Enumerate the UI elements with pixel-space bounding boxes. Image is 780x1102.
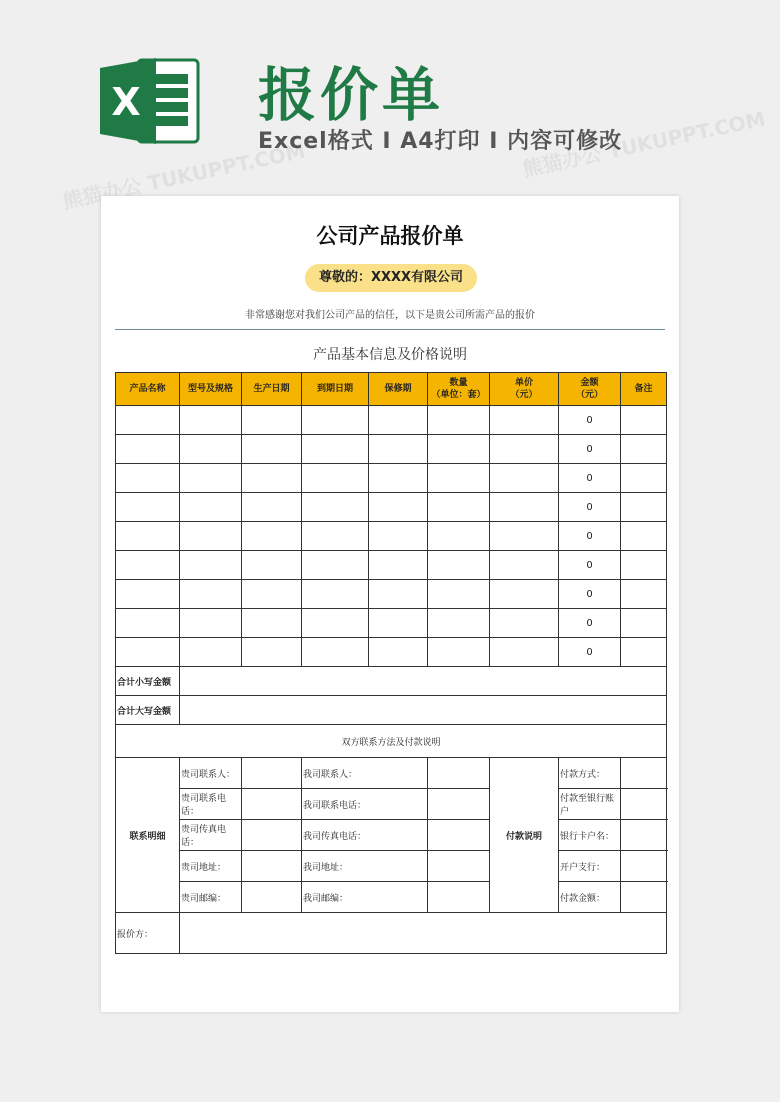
table-cell[interactable] xyxy=(369,638,428,667)
table-cell[interactable] xyxy=(428,464,490,493)
amount-cell[interactable]: 0 xyxy=(559,464,621,493)
payment-field-label: 付款金额： xyxy=(559,882,621,913)
payment-field-label: 付款至银行账户 xyxy=(559,789,621,820)
banner-subtitle: Excel格式 I A4打印 I 内容可修改 xyxy=(258,129,623,154)
table-cell[interactable] xyxy=(242,522,302,551)
table-cell[interactable] xyxy=(621,464,667,493)
our-field-label: 我司联系人： xyxy=(302,758,428,789)
table-cell[interactable] xyxy=(621,406,667,435)
table-cell[interactable] xyxy=(490,522,559,551)
our-field-value[interactable] xyxy=(428,851,490,882)
table-cell[interactable] xyxy=(116,522,180,551)
document-page xyxy=(101,196,679,1012)
column-header-label: 生产日期 xyxy=(253,384,290,394)
client-field-label: 贵司地址： xyxy=(180,851,242,882)
column-header-label: 备注 xyxy=(634,384,653,394)
column-header xyxy=(559,373,621,406)
table-cell[interactable] xyxy=(180,493,242,522)
table-cell[interactable] xyxy=(180,522,242,551)
table-cell[interactable] xyxy=(428,522,490,551)
table-cell[interactable] xyxy=(302,464,369,493)
table-cell[interactable] xyxy=(116,435,180,464)
column-header-label: 金额 xyxy=(580,378,599,388)
client-field-value[interactable] xyxy=(242,758,302,789)
column-header-unit: （元） xyxy=(510,390,538,400)
subtotal-lower-row xyxy=(116,667,667,696)
intro-text: 非常感谢您对我们公司产品的信任，以下是贵公司所需产品的报价 xyxy=(245,310,535,321)
column-header-label: 到期日期 xyxy=(316,384,353,394)
table-cell[interactable] xyxy=(242,609,302,638)
table-cell[interactable] xyxy=(180,435,242,464)
table-cell[interactable] xyxy=(428,406,490,435)
contact-group-label: 联系明细 xyxy=(116,758,180,913)
column-header xyxy=(369,373,428,406)
table-cell[interactable] xyxy=(369,609,428,638)
payment-field-label: 开户支行： xyxy=(559,851,621,882)
client-field-label: 贵司联系人： xyxy=(180,758,242,789)
table-cell[interactable] xyxy=(302,435,369,464)
quoter-row xyxy=(116,913,667,954)
table-row xyxy=(116,464,667,493)
our-field-label: 我司传真电话： xyxy=(302,820,428,851)
client-field-value[interactable] xyxy=(242,789,302,820)
table-cell[interactable] xyxy=(490,464,559,493)
payment-field-value[interactable] xyxy=(621,789,667,820)
amount-cell[interactable]: 0 xyxy=(559,406,621,435)
column-header xyxy=(242,373,302,406)
column-header-label: 产品名称 xyxy=(129,384,166,394)
table-row xyxy=(116,638,667,667)
payment-field-value[interactable] xyxy=(621,820,667,851)
section-title-contact: 双方联系方法及付款说明 xyxy=(116,725,667,758)
table-cell[interactable] xyxy=(302,580,369,609)
payment-field-label: 银行卡户名： xyxy=(559,820,621,851)
column-header-unit: （元） xyxy=(575,390,603,400)
excel-logo-icon xyxy=(100,56,200,146)
client-field-value[interactable] xyxy=(242,882,302,913)
contact-row xyxy=(116,851,667,882)
contact-row xyxy=(116,882,667,913)
subtotal-upper-row xyxy=(116,696,667,725)
table-cell[interactable] xyxy=(428,551,490,580)
table-cell[interactable] xyxy=(242,493,302,522)
column-header xyxy=(180,373,242,406)
table-cell[interactable] xyxy=(490,638,559,667)
table-cell[interactable] xyxy=(621,522,667,551)
table-cell[interactable] xyxy=(428,580,490,609)
table-cell[interactable] xyxy=(180,551,242,580)
section-title-products: 产品基本信息及价格说明 xyxy=(313,347,467,363)
table-cell[interactable] xyxy=(242,580,302,609)
table-cell[interactable] xyxy=(302,551,369,580)
client-field-label: 贵司邮编： xyxy=(180,882,242,913)
contact-row xyxy=(116,758,667,789)
table-cell[interactable] xyxy=(428,638,490,667)
table-cell[interactable] xyxy=(428,493,490,522)
our-field-value[interactable] xyxy=(428,758,490,789)
quoter-label: 报价方： xyxy=(116,913,180,954)
column-header-label: 型号及规格 xyxy=(187,384,233,394)
table-cell[interactable] xyxy=(302,638,369,667)
table-cell[interactable] xyxy=(490,609,559,638)
column-header-label: 单价 xyxy=(514,378,533,388)
table-cell[interactable] xyxy=(116,609,180,638)
table-row xyxy=(116,551,667,580)
subtotal-lower-label: 合计小写金额 xyxy=(116,667,180,696)
table-cell[interactable] xyxy=(621,580,667,609)
table-row xyxy=(116,493,667,522)
client-field-value[interactable] xyxy=(242,851,302,882)
banner-title: 报价单 xyxy=(258,61,445,129)
column-header-unit: （单位：套） xyxy=(431,390,486,400)
table-cell[interactable] xyxy=(428,435,490,464)
table-cell[interactable] xyxy=(302,522,369,551)
subtotal-upper-value[interactable] xyxy=(180,696,667,725)
table-cell[interactable] xyxy=(369,522,428,551)
table-row xyxy=(116,580,667,609)
greeting-badge: 尊敬的：XXXX有限公司 xyxy=(305,264,477,292)
subtotal-upper-label: 合计大写金额 xyxy=(116,696,180,725)
table-cell[interactable] xyxy=(621,609,667,638)
payment-field-value[interactable] xyxy=(621,851,667,882)
table-cell[interactable] xyxy=(490,551,559,580)
table-cell[interactable] xyxy=(180,638,242,667)
client-field-value[interactable] xyxy=(242,820,302,851)
table-cell[interactable] xyxy=(180,580,242,609)
watermark: 熊猫办公 TUKUPPT.COM xyxy=(520,106,768,182)
amount-cell[interactable]: 0 xyxy=(559,522,621,551)
table-row xyxy=(116,406,667,435)
column-header xyxy=(621,373,667,406)
payment-field-value[interactable] xyxy=(621,758,667,789)
table-cell[interactable] xyxy=(242,406,302,435)
subtotal-lower-value[interactable] xyxy=(180,667,667,696)
amount-cell[interactable]: 0 xyxy=(559,580,621,609)
our-field-value[interactable] xyxy=(428,789,490,820)
table-cell[interactable] xyxy=(428,609,490,638)
table-cell[interactable] xyxy=(369,435,428,464)
table-row xyxy=(116,522,667,551)
table-cell[interactable] xyxy=(369,551,428,580)
column-header xyxy=(302,373,369,406)
table-cell[interactable] xyxy=(180,406,242,435)
table-cell[interactable] xyxy=(621,551,667,580)
table-cell[interactable] xyxy=(116,464,180,493)
our-field-label: 我司联系电话： xyxy=(302,789,428,820)
divider xyxy=(115,329,665,330)
table-cell[interactable] xyxy=(621,493,667,522)
table-cell[interactable] xyxy=(369,493,428,522)
table-cell[interactable] xyxy=(302,493,369,522)
our-field-value[interactable] xyxy=(428,882,490,913)
watermark: 熊猫办公 TUKUPPT.COM xyxy=(60,138,308,214)
table-cell[interactable] xyxy=(180,464,242,493)
table-cell[interactable] xyxy=(490,406,559,435)
payment-field-value[interactable] xyxy=(621,882,667,913)
contact-row xyxy=(116,820,667,851)
amount-cell[interactable]: 0 xyxy=(559,609,621,638)
table-cell[interactable] xyxy=(369,464,428,493)
section-row-contact xyxy=(116,725,667,758)
table-header-row xyxy=(116,373,667,406)
column-header xyxy=(428,373,490,406)
our-field-value[interactable] xyxy=(428,820,490,851)
svg-text:X: X xyxy=(111,80,141,124)
amount-cell[interactable]: 0 xyxy=(559,435,621,464)
table-cell[interactable] xyxy=(242,435,302,464)
table-cell[interactable] xyxy=(116,580,180,609)
banner xyxy=(0,0,780,214)
our-field-label: 我司地址： xyxy=(302,851,428,882)
table-cell[interactable] xyxy=(369,406,428,435)
table-cell[interactable] xyxy=(180,609,242,638)
table-row xyxy=(116,435,667,464)
payment-group-label: 付款说明 xyxy=(490,758,559,913)
column-header xyxy=(116,373,180,406)
amount-cell[interactable]: 0 xyxy=(559,638,621,667)
table-cell[interactable] xyxy=(116,551,180,580)
table-cell[interactable] xyxy=(242,638,302,667)
table-cell[interactable] xyxy=(116,493,180,522)
table-cell[interactable] xyxy=(490,435,559,464)
table-cell[interactable] xyxy=(302,609,369,638)
amount-cell[interactable]: 0 xyxy=(559,551,621,580)
table-cell[interactable] xyxy=(116,406,180,435)
payment-field-label: 付款方式： xyxy=(559,758,621,789)
column-header-label: 数量 xyxy=(449,378,468,388)
quote-table xyxy=(115,372,667,954)
table-cell[interactable] xyxy=(621,435,667,464)
document-title: 公司产品报价单 xyxy=(316,224,464,248)
our-field-label: 我司邮编： xyxy=(302,882,428,913)
table-cell[interactable] xyxy=(490,493,559,522)
column-header xyxy=(490,373,559,406)
table-row xyxy=(116,609,667,638)
amount-cell[interactable]: 0 xyxy=(559,493,621,522)
table-cell[interactable] xyxy=(369,580,428,609)
contact-row xyxy=(116,789,667,820)
table-cell[interactable] xyxy=(490,580,559,609)
table-cell[interactable] xyxy=(242,464,302,493)
table-cell[interactable] xyxy=(116,638,180,667)
quoter-value[interactable] xyxy=(180,913,667,954)
client-field-label: 贵司联系电话： xyxy=(180,789,242,820)
table-cell[interactable] xyxy=(302,406,369,435)
client-field-label: 贵司传真电话： xyxy=(180,820,242,851)
column-header-label: 保修期 xyxy=(384,384,412,394)
table-cell[interactable] xyxy=(621,638,667,667)
table-cell[interactable] xyxy=(242,551,302,580)
